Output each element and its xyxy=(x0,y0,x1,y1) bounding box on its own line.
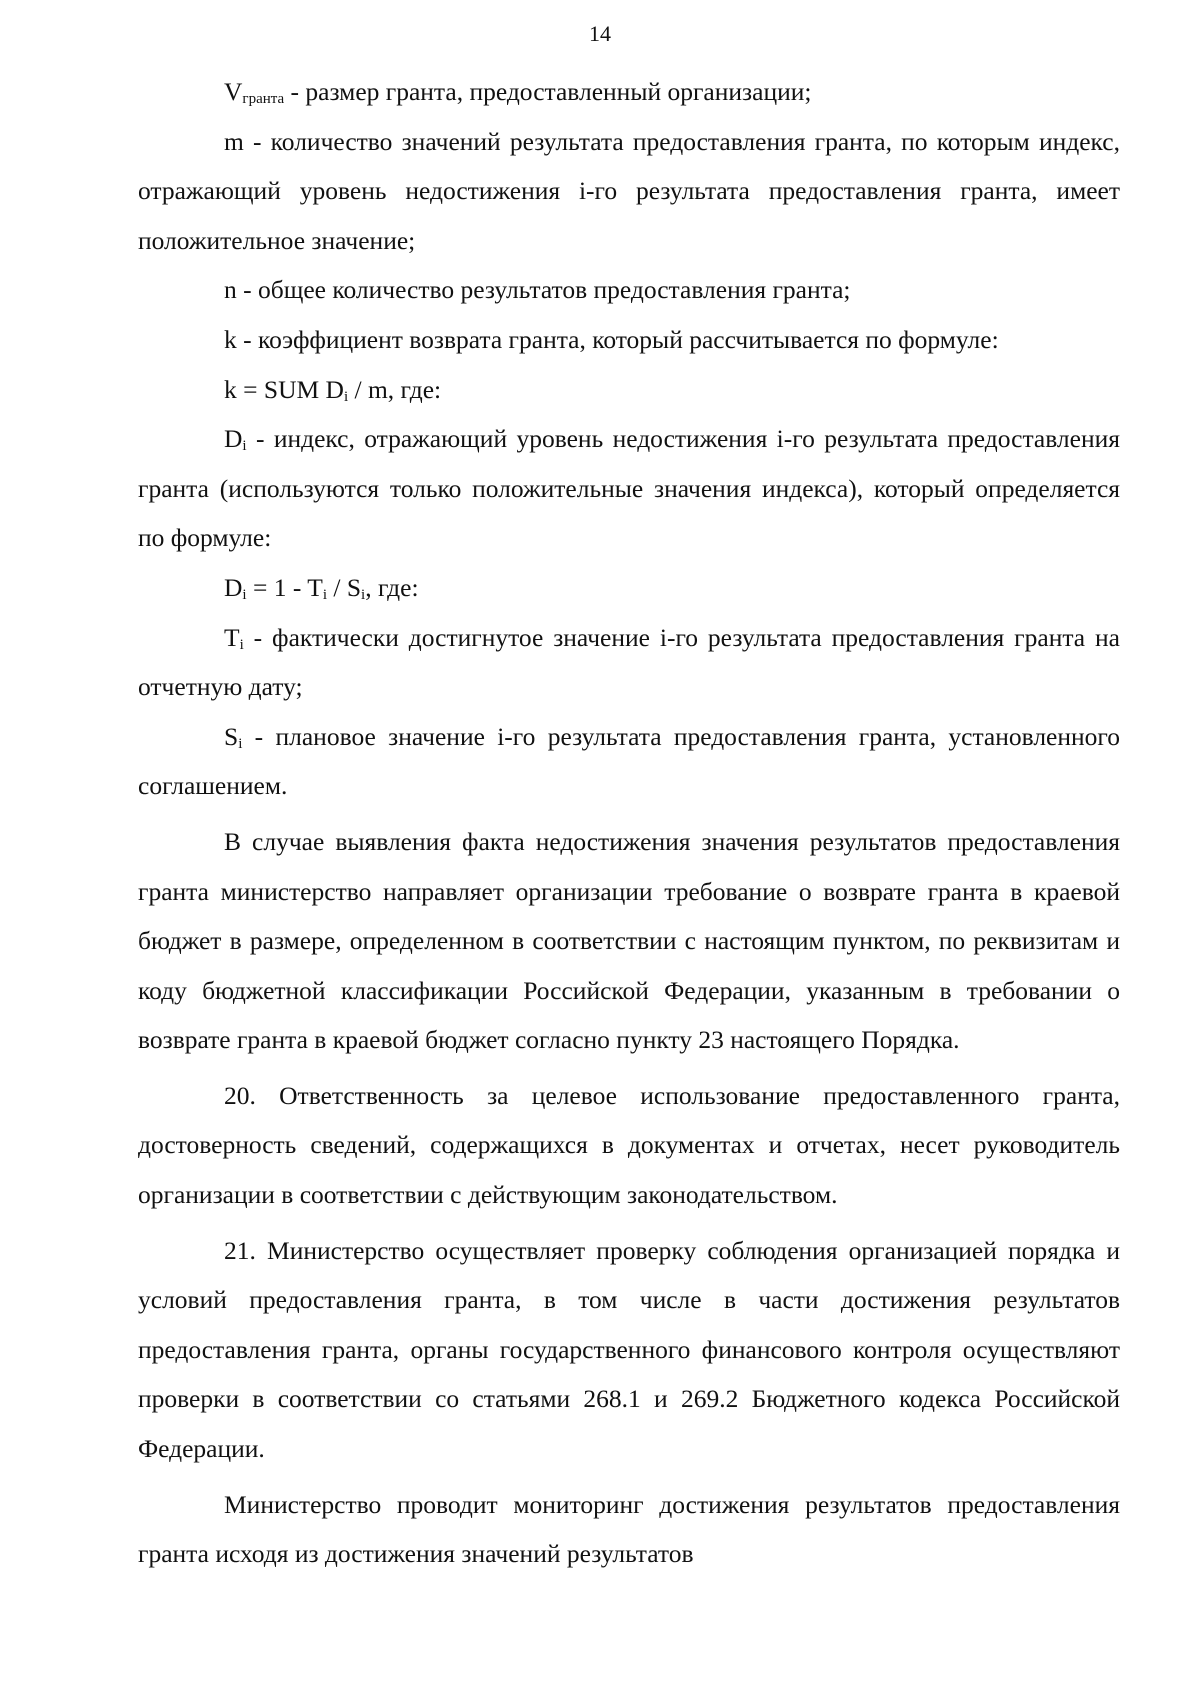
subscript: i xyxy=(238,735,243,752)
formula-part: k = SUM D xyxy=(224,374,344,404)
document-body xyxy=(138,67,1120,1579)
definition-text: - фактически достигнутое значение i-го результата предоставления гранта на отчетную дату; xyxy=(138,622,1120,702)
paragraph-monitoring: Министерство проводит мониторинг достижения результатов предоставления гранта исходя из достижения значений результатов xyxy=(138,1489,1120,1569)
page-number: 14 xyxy=(589,21,611,46)
subscript: i xyxy=(242,586,247,603)
subscript: i xyxy=(239,636,244,653)
definition-k xyxy=(138,315,1120,365)
symbol: T xyxy=(224,622,240,652)
subscript: i xyxy=(361,586,366,603)
definition-text: - размер гранта, предоставленный организации; xyxy=(284,77,812,106)
definition-t xyxy=(138,613,1120,712)
definition-s xyxy=(138,712,1120,811)
symbol: n xyxy=(224,275,237,305)
subscript: i xyxy=(242,438,247,455)
definition-text: - общее количество результатов предоставления гранта; xyxy=(236,275,851,305)
symbol: S xyxy=(224,721,239,751)
paragraph-shortfall: В случае выявления факта недостижения значения результатов предоставления гранта министерство направляет организации требование о возврате гранта в краевой бюджет в размере, определенном в соответствии с настоящим пунктом, по реквизитам и коду бюджетной классификации Российской Федерации, указанным в требовании о возврате гранта в краевой бюджет согласно пункту 23 настоящего Порядка. xyxy=(138,826,1120,1055)
definition-text: - индекс, отражающий уровень недостижения i-го результата предоставления гранта (используются только положительные значения индекса), который определяется по формуле: xyxy=(138,424,1120,553)
symbol: k xyxy=(224,324,237,354)
formula-part: D xyxy=(224,572,243,602)
paragraph-21: 21. Министерство осуществляет проверку соблюдения организацией порядка и условий предоставления гранта, в том числе в части достижения результатов предоставления гранта, органы государственного финансового контроля осуществляют проверки в соответствии со статьями 268.1 и 269.2 Бюджетного кодекса Российской Федерации. xyxy=(138,1235,1120,1464)
definition-d xyxy=(138,414,1120,563)
formula-part: / S xyxy=(327,572,362,602)
definition-m xyxy=(138,117,1120,266)
definition-text: - количество значений результата предоставления гранта, по которым индекс, отражающий уровень недостижения i-го результата предоставления гранта, имеет положительное значение; xyxy=(138,126,1120,255)
formula-k xyxy=(138,365,1120,415)
definition-text: - плановое значение i-го результата предоставления гранта, установленного соглашением. xyxy=(138,721,1120,801)
paragraph-20: 20. Ответственность за целевое использование предоставленного гранта, достоверность сведений, содержащихся в документах и отчетах, несет руководитель организации в соответствии с действующим законодательством. xyxy=(138,1080,1120,1210)
formula-part: = 1 - T xyxy=(246,572,323,602)
symbol: m xyxy=(224,126,244,156)
definition-text: - коэффициент возврата гранта, который рассчитывается по формуле: xyxy=(236,324,999,354)
subscript: i xyxy=(322,586,328,603)
subscript: гранта xyxy=(242,91,285,107)
symbol: V xyxy=(224,77,243,106)
formula-part: / m, где: xyxy=(348,374,442,404)
formula-part: , где: xyxy=(365,572,419,602)
definition-v-grant xyxy=(138,67,1120,117)
definition-n xyxy=(138,265,1120,315)
symbol: D xyxy=(224,424,243,454)
subscript: i xyxy=(343,388,349,405)
formula-d xyxy=(138,563,1120,613)
